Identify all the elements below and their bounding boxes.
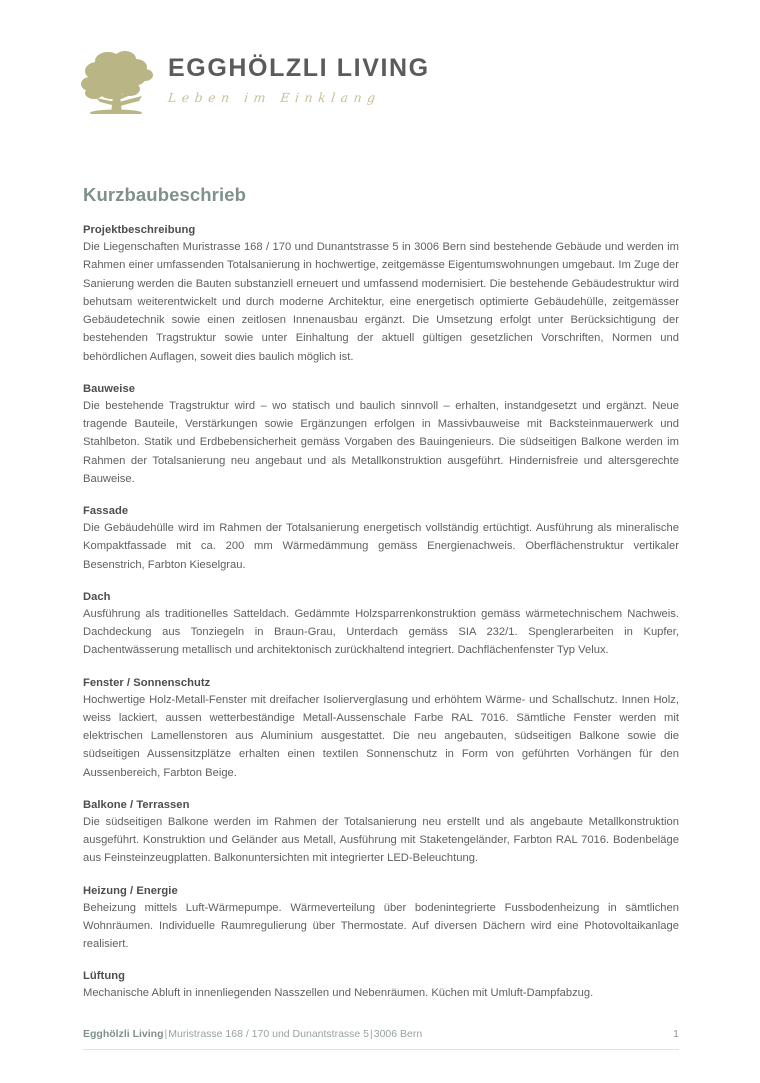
section-heading: Fassade xyxy=(83,505,129,517)
footer-text xyxy=(83,1028,422,1040)
section-paragraph: Die bestehende Tragstruktur wird – wo statisch und baulich sinnvoll – erhalten, instandgesetzt und ergänzt. Neue tragende Bauteile, Verstärkungen sowie Ergänzungen erfolgen in Massivbauweise mit Backsteinmauerwerk und Stahlbeton. Statik und Erdbebensicherheit gemäss Vorgaben des Bauingenieurs. Die südseitigen Balkone werden im Rahmen der Totalsanierung neu angebaut und als Metallkonstruktion ausgeführt. Hindernisfreie und altersgerechte Bauweise. xyxy=(83,399,679,485)
section-heizung-energie xyxy=(83,885,679,954)
page-number: 1 xyxy=(673,1028,679,1040)
logo-tagline: Leben im Einklang xyxy=(167,90,382,105)
section-fassade xyxy=(83,505,679,574)
logo-wordmark: EGGHÖLZLI LIVING xyxy=(168,54,430,82)
section-paragraph: Die Gebäudehülle wird im Rahmen der Totalsanierung energetisch vollständig ertüchtigt. Ausführung als mineralische Kompaktfassade mit ca. 200 mm Wärmedämmung gemäss Energienachweis. Oberflächenstruktur vertikaler Besenstrich, Farbton Kieselgrau. xyxy=(83,522,679,571)
footer-divider xyxy=(83,1049,679,1050)
footer-city: 3006 Bern xyxy=(373,1028,423,1040)
section-heading: Bauweise xyxy=(83,382,136,395)
logo-text-group xyxy=(168,44,430,105)
tree-icon xyxy=(78,44,162,114)
section-heading: Balkone / Terrassen xyxy=(83,798,190,811)
section-dach xyxy=(83,591,679,660)
page-title: Kurzbaubeschrieb xyxy=(83,184,246,206)
section-paragraph: Beheizung mittels Luft-Wärmepumpe. Wärmeverteilung über bodenintegrierte Fussbodenheizung in sämtlichen Wohnräumen. Individuelle Raumregulierung über Thermostate. Auf diversen Dächern wird eine Photovoltaikanlage realisiert. xyxy=(83,901,679,950)
section-heading: Dach xyxy=(83,590,111,603)
section-heading: Fenster / Sonnenschutz xyxy=(83,676,211,689)
document-body xyxy=(83,224,679,1003)
section-bauweise xyxy=(83,383,679,488)
section-heading: Projektbeschreibung xyxy=(83,224,196,236)
footer-brand: Egghölzli Living xyxy=(83,1028,164,1040)
section-paragraph: Die Liegenschaften Muristrasse 168 / 170 und Dunantstrasse 5 in 3006 Bern sind bestehende Gebäude und werden im Rahmen einer umfassenden Totalsanierung in hochwertige, zeitgemässe Eigentumswohnungen umgebaut. Im Zuge der Sanierung werden die Bauten substanziell erneuert und umfassend modernisiert. Die bestehende Gebäudestruktur wird behutsam weiterentwickelt und durch moderne Architektur, eine energetisch optimierte Gebäudehülle, zeitgemässer Gebäudetechnik sowie einen zeitlosen Innenausbau ergänzt. Die Umsetzung erfolgt unter Berücksichtigung der bestehenden Tragstruktur sowie unter Einhaltung der aktuell gültigen gesetzlichen Vorschriften, Normen und behördlichen Auflagen, soweit dies baulich möglich ist. xyxy=(83,241,679,363)
section-balkone-terrassen xyxy=(83,799,679,868)
footer-separator-1: | xyxy=(164,1028,168,1040)
footer-address: Muristrasse 168 / 170 und Dunantstrasse 5 xyxy=(168,1028,370,1040)
section-projektbeschreibung xyxy=(83,224,679,366)
section-heading: Heizung / Energie xyxy=(83,884,178,897)
section-paragraph: Ausführung als traditionelles Satteldach. Gedämmte Holzsparrenkonstruktion gemäss wärmetechnischem Nachweis. Dachdeckung aus Tonziegeln in Braun-Grau, Unterdach gemäss SIA 232/1. Spenglerarbeiten in Kupfer, Dachentwässerung metallisch und architektonisch zurückhaltend integriert. Dachflächenfenster Typ Velux. xyxy=(83,607,679,657)
section-paragraph: Mechanische Abluft in innenliegenden Nasszellen und Nebenräumen. Küchen mit Umluft-Dampfabzug. xyxy=(83,987,594,1000)
section-fenster-sonnenschutz xyxy=(83,677,679,782)
section-heading: Lüftung xyxy=(83,970,125,983)
section-paragraph: Die südseitigen Balkone werden im Rahmen der Totalsanierung neu erstellt und als angebaute Metallkonstruktion ausgeführt. Konstruktion und Geländer aus Metall, Ausführung mit Staketengeländer, Farbton RAL 7016. Bodenbeläge aus Feinsteinzeugplatten. Balkonuntersichten mit integrierter LED-Beleuchtung. xyxy=(83,815,679,865)
brand-logo xyxy=(78,44,430,114)
page-footer xyxy=(83,1028,679,1040)
footer-separator-2: | xyxy=(370,1028,373,1040)
section-paragraph: Hochwertige Holz-Metall-Fenster mit dreifacher Isolierverglasung und erhöhtem Wärme- und Schallschutz. Innen Holz, weiss lackiert, aussen wetterbeständige Metall-Aussenschale Farbe RAL 7016. Sämtliche Fenster werden mit elektrischen Lamellenstoren aus Aluminium ausgestattet. Die neu angebauten, südseitigen Balkone sowie die südseitigen Aussensitzplätze erhalten einen textilen Sonnenschutz in Form von geführten Vorhängen für den Aussenbereich, Farbton Beige. xyxy=(83,693,679,779)
section-lueftung xyxy=(83,970,679,1002)
